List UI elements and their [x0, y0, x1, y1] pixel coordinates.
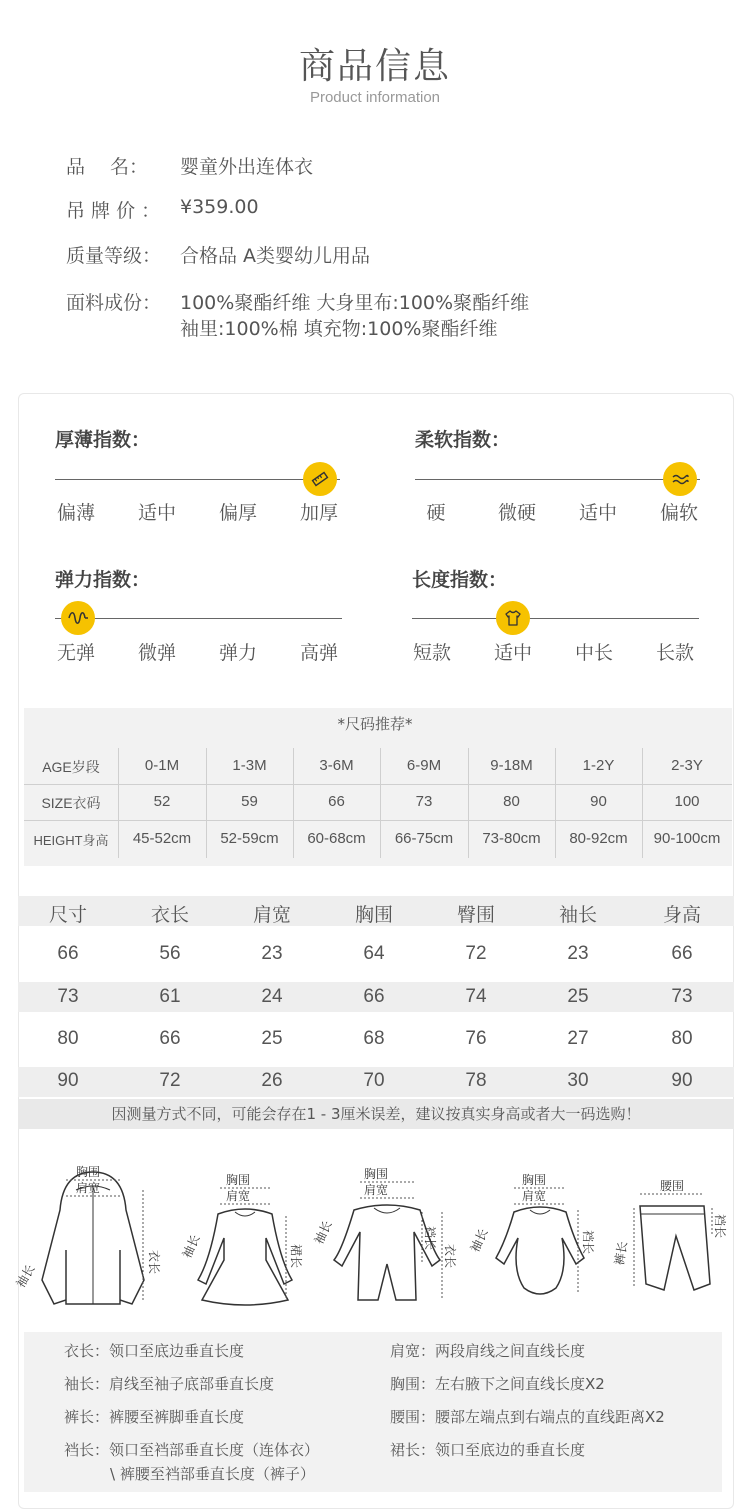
label-sleeve: 袖长 [311, 1218, 335, 1247]
table-row-header: AGE岁段 [42, 759, 100, 775]
label-waist: 腰围 [660, 1179, 685, 1193]
info-label-grade: 质量等级： [66, 245, 162, 267]
label-shoulder: 肩宽 [364, 1183, 389, 1197]
table-cell: 72 [465, 943, 487, 964]
table-cell: 9-18M [490, 757, 533, 774]
table-cell: 30 [567, 1070, 589, 1091]
table-cell: 1-3M [232, 757, 267, 774]
info-label-fabric: 面料成份： [66, 292, 162, 314]
table-cell: 52-59cm [220, 830, 279, 847]
table-cell: 6-9M [406, 757, 442, 774]
index-label: 加厚 [299, 502, 338, 524]
label-shoulder: 肩宽 [226, 1189, 251, 1203]
index-label: 微硬 [497, 502, 536, 524]
table-cell: 26 [261, 1070, 283, 1091]
definition-item: 肩宽：两段肩线之间直线长度 [390, 1342, 586, 1360]
info-value-fabric-2: 袖里:100%棉 填充物:100%聚酯纤维 [180, 318, 498, 340]
definition-item: 胸围：左右腋下之间直线长度X2 [390, 1375, 605, 1393]
label-shoulder: 肩宽 [522, 1189, 547, 1203]
table-cell: 70 [363, 1070, 385, 1091]
table-cell: 66 [363, 986, 385, 1007]
label-sleeve: 袖长 [179, 1232, 203, 1261]
table-cell: 68 [363, 1028, 385, 1049]
label-length: 衣长 [147, 1250, 161, 1275]
jacket-diagram [13, 1160, 168, 1310]
table-row-header: SIZE衣码 [41, 795, 101, 811]
info-label-name: 品 名： [66, 156, 149, 178]
table-cell: 66 [328, 793, 345, 810]
label-chest: 胸围 [226, 1173, 251, 1187]
table-cell: 64 [363, 943, 385, 964]
wave-icon [663, 462, 697, 496]
table-row-header: HEIGHT身高 [33, 833, 109, 848]
romper-diagram [312, 1160, 462, 1310]
divider [24, 820, 732, 821]
index-label: 中长 [574, 642, 613, 664]
bodysuit-diagram [467, 1160, 610, 1310]
spring-icon [61, 601, 95, 635]
table-cell: 23 [261, 943, 283, 964]
info-label-price: 吊 牌 价 ： [66, 200, 161, 222]
index-label: 偏厚 [218, 502, 257, 524]
index-title-elasticity: 弹力指数： [55, 569, 151, 591]
column-header: 衣长 [150, 904, 189, 926]
definition-item: 腰围：腰部左端点到右端点的直线距离X2 [390, 1408, 665, 1426]
label-skirt: 裙长 [289, 1244, 303, 1269]
index-label: 弹力 [218, 642, 257, 664]
table-cell: 73 [671, 986, 693, 1007]
label-chest: 胸围 [76, 1165, 101, 1179]
column-header: 臀围 [456, 904, 495, 926]
table-cell: 25 [567, 986, 589, 1007]
shirt-icon [496, 601, 530, 635]
column-header: 尺寸 [48, 904, 87, 926]
index-label: 高弹 [299, 642, 338, 664]
index-track-length [412, 618, 699, 619]
table-cell: 90 [590, 793, 607, 810]
index-label: 短款 [412, 642, 451, 664]
table-cell: 90 [57, 1070, 79, 1091]
table-cell: 80 [57, 1028, 79, 1049]
table-cell: 90 [671, 1070, 693, 1091]
size-recommend-title: *尺码推荐* [337, 715, 413, 733]
info-value-name: 婴童外出连体衣 [180, 156, 314, 178]
definition-item: 裤长：裤腰至裤脚垂直长度 [64, 1408, 245, 1426]
index-track-elasticity [55, 618, 342, 619]
label-chest: 胸围 [522, 1173, 547, 1187]
table-cell: 2-3Y [671, 757, 703, 774]
table-cell: 56 [159, 943, 181, 964]
table-cell: 66 [57, 943, 79, 964]
column-header: 胸围 [354, 904, 393, 926]
label-sleeve: 袖长 [467, 1226, 491, 1255]
column-header: 身高 [662, 904, 701, 926]
table-cell: 45-52cm [132, 830, 192, 847]
index-label: 硬 [426, 502, 446, 524]
definition-item: 裙长：领口至底边的垂直长度 [390, 1441, 586, 1459]
definition-item: 袖长：肩线至袖子底部垂直长度 [64, 1375, 275, 1393]
index-title-softness: 柔软指数： [415, 429, 511, 451]
table-cell: 24 [261, 986, 283, 1007]
label-chest: 胸围 [364, 1167, 389, 1181]
table-cell: 80-92cm [569, 830, 628, 847]
label-crotch: 裆长 [423, 1226, 437, 1251]
table-cell: 1-2Y [582, 757, 615, 774]
table-cell: 60-68cm [307, 830, 366, 847]
table-cell: 100 [674, 793, 700, 810]
index-label: 适中 [578, 502, 617, 524]
page-title: 商品信息 [298, 46, 451, 87]
table-cell: 72 [159, 1070, 181, 1091]
column-header: 袖长 [558, 904, 597, 926]
index-label: 微弹 [137, 642, 176, 664]
index-label: 无弹 [56, 642, 95, 664]
label-crotch: 裆长 [581, 1230, 595, 1255]
index-label: 适中 [493, 642, 532, 664]
table-cell: 80 [671, 1028, 693, 1049]
measurement-notice: 因测量方式不同，可能会存在1 - 3厘米误差，建议按真实身高或者大一码选购！ [18, 1099, 734, 1129]
table-cell: 66 [159, 1028, 181, 1049]
pants-diagram [614, 1180, 734, 1310]
info-value-price: ¥359.00 [180, 196, 259, 218]
index-title-thickness: 厚薄指数： [55, 429, 151, 451]
table-cell: 73-80cm [482, 830, 541, 847]
label-crotch: 裆长 [713, 1214, 727, 1239]
table-cell: 3-6M [319, 757, 354, 774]
info-value-grade: 合格品 A类婴幼儿用品 [180, 245, 371, 267]
table-cell: 73 [415, 793, 433, 810]
index-track-thickness [55, 479, 340, 480]
page-subtitle: Product information [309, 89, 441, 106]
index-label: 适中 [137, 502, 176, 524]
table-cell: 76 [465, 1028, 487, 1049]
table-cell: 73 [57, 986, 79, 1007]
label-length: 衣长 [443, 1244, 457, 1269]
table-cell: 23 [567, 943, 589, 964]
table-cell: 59 [241, 793, 258, 810]
table-cell: 61 [159, 986, 181, 1007]
index-title-length: 长度指数： [412, 569, 508, 591]
table-cell: 74 [465, 986, 487, 1007]
table-cell: 80 [503, 793, 520, 810]
definition-item: 裆长：领口至裆部垂直长度（连体衣） [64, 1441, 320, 1459]
divider [24, 784, 732, 785]
label-pants: 裤长 [612, 1240, 631, 1267]
table-cell: 27 [567, 1028, 589, 1049]
ruler-icon [303, 462, 337, 496]
table-cell: 66-75cm [394, 830, 454, 847]
info-value-fabric: 100%聚酯纤维 大身里布:100%聚酯纤维 [180, 292, 530, 314]
index-label: 偏软 [659, 502, 698, 524]
index-label: 长款 [655, 642, 694, 664]
index-track-softness [415, 479, 700, 480]
label-shoulder: 肩宽 [76, 1181, 101, 1195]
table-cell: 0-1M [144, 757, 180, 774]
table-cell: 66 [671, 943, 693, 964]
label-sleeve: 袖长 [13, 1262, 38, 1291]
definition-item: \ 裤腰至裆部垂直长度（裤子） [110, 1465, 315, 1483]
table-cell: 52 [153, 793, 171, 810]
dress-diagram [180, 1160, 310, 1310]
definition-item: 衣长：领口至底边垂直长度 [64, 1342, 245, 1360]
index-label: 偏薄 [56, 502, 95, 524]
table-cell: 78 [465, 1070, 487, 1091]
column-header: 肩宽 [252, 904, 291, 926]
table-cell: 90-100cm [653, 830, 721, 847]
table-cell: 25 [261, 1028, 283, 1049]
